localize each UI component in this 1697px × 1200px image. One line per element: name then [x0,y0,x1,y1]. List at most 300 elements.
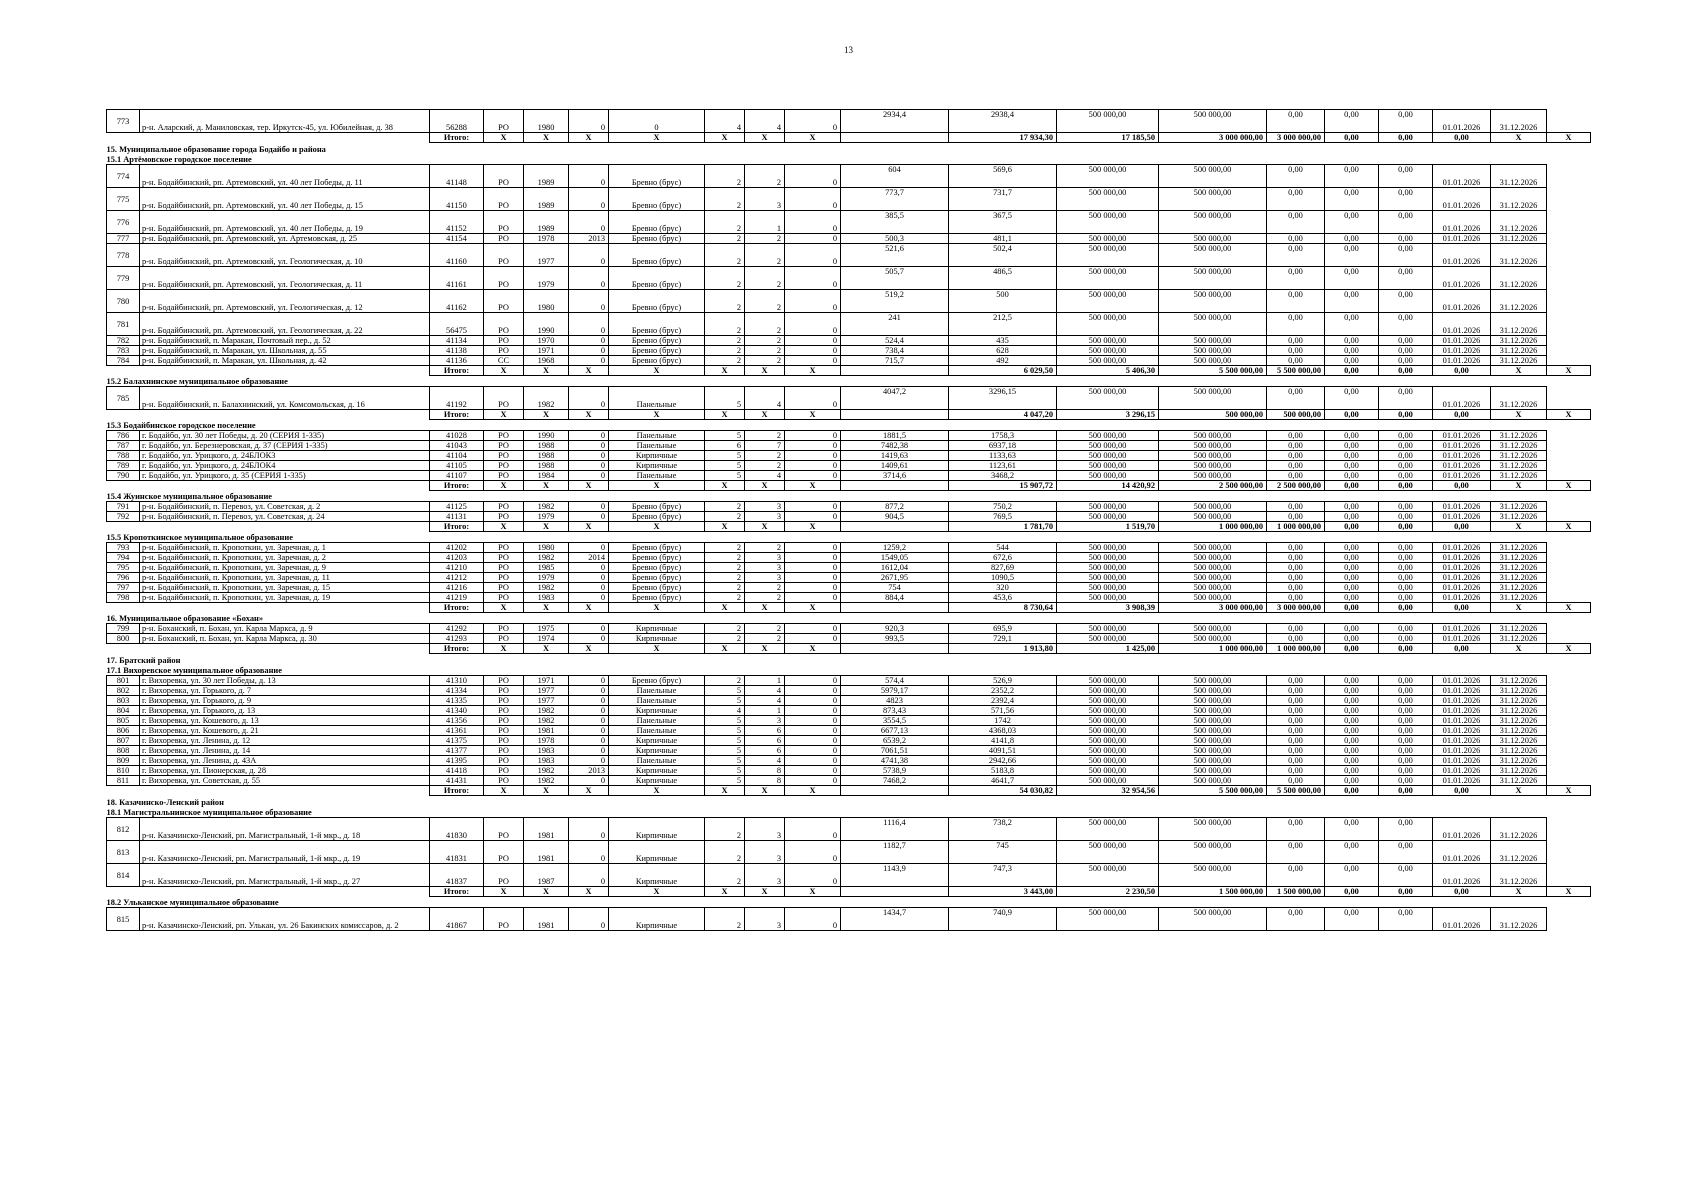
cost-zero-3: 0,00 [1379,841,1433,864]
extra-count: 0 [785,431,841,441]
cost-zero-1: 0,00 [1267,471,1325,481]
cost-regional: 500 000,00 [1159,543,1267,553]
ownership-type: РО [484,563,524,573]
wall-material: Панельные [609,431,705,441]
cost-regional: 500 000,00 [1159,756,1267,766]
total-area-living: 1 425,00 [1057,644,1159,654]
house-code: 41203 [430,553,484,563]
wall-material: Кирпичные [609,706,705,716]
cost-zero-2: 0,00 [1325,776,1379,786]
table-row [107,336,1591,346]
cost-zero-2: 0,00 [1325,736,1379,746]
wall-material: Панельные [609,387,705,410]
cost-regional: 500 000,00 [1159,461,1267,471]
total-x-cell: X [705,481,745,491]
address: р-н. Аларский, д. Маниловская, тер. Иркутск-45, ул. Юбилейная, д. 38 [140,110,430,133]
last-repair-year: 0 [569,573,609,583]
date-end: 31.12.2026 [1491,336,1547,346]
total-x-cell: X [484,887,524,897]
total-cost-total: 5 500 000,00 [1159,366,1267,376]
entrances: 2 [745,234,785,244]
last-repair-year: 0 [569,726,609,736]
last-repair-year: 0 [569,356,609,366]
wall-material: Бревно (брус) [609,583,705,593]
date-end: 31.12.2026 [1491,502,1547,512]
floors: 5 [705,766,745,776]
date-end: 31.12.2026 [1491,165,1547,188]
date-end: 31.12.2026 [1491,244,1547,267]
date-start: 01.01.2026 [1433,313,1491,336]
area-living: 544 [949,543,1057,553]
date-start: 01.01.2026 [1433,267,1491,290]
build-year: 1971 [524,676,569,686]
total-x-cell: X [745,366,785,376]
wall-material: Бревно (брус) [609,502,705,512]
total-cost-total: 1 000 000,00 [1159,522,1267,532]
last-repair-year: 0 [569,165,609,188]
area-living: 571,56 [949,706,1057,716]
area-total: 5738,9 [841,766,949,776]
cost-zero-1: 0,00 [1267,441,1325,451]
cost-zero-1: 0,00 [1267,234,1325,244]
house-code: 41361 [430,726,484,736]
floors: 2 [705,908,745,931]
total-x-date-end: X [1547,887,1591,897]
house-code: 41334 [430,686,484,696]
address: р-н. Казачинско-Ленский, рп. Улькан, ул. 26 Бакинских комиссаров, д. 2 [140,908,430,931]
wall-material: Кирпичные [609,461,705,471]
date-end: 31.12.2026 [1491,512,1547,522]
cost-total: 500 000,00 [1057,716,1159,726]
wall-material: Бревно (брус) [609,563,705,573]
ownership-type: РО [484,593,524,603]
ownership-type: РО [484,634,524,644]
total-x-date-end: X [1547,603,1591,613]
table-row [107,593,1591,603]
total-area-total: 54 030,82 [949,786,1057,796]
floors: 5 [705,736,745,746]
cost-zero-3: 0,00 [1379,818,1433,841]
total-label: Итого: [430,366,484,376]
section-heading: 15.5 Кропоткинское муниципальное образование [106,533,293,542]
address: р-н. Боханский, п. Бохан, ул. Карла Маркса, д. 9 [140,624,430,634]
total-row [107,887,1591,897]
date-start: 01.01.2026 [1433,188,1491,211]
address: р-н. Бодайбинский, рп. Артемовский, ул. Геологическая, д. 10 [140,244,430,267]
extra-count: 0 [785,726,841,736]
cost-zero-2: 0,00 [1325,583,1379,593]
table-row [107,211,1591,234]
area-total: 3554,5 [841,716,949,726]
total-x-cell: X [484,644,524,654]
build-year: 1989 [524,211,569,234]
total-empty-cell [841,603,949,613]
address: р-н. Бодайбинский, п. Кропоткин, ул. Заречная, д. 11 [140,573,430,583]
total-blank-cell [107,786,430,796]
total-zero-3: 0,00 [1433,644,1491,654]
address: р-н. Боханский, п. Бохан, ул. Карла Маркса, д. 30 [140,634,430,644]
date-end: 31.12.2026 [1491,346,1547,356]
floors: 5 [705,387,745,410]
wall-material: Бревно (брус) [609,234,705,244]
total-x-cell: X [569,786,609,796]
cost-total: 500 000,00 [1057,726,1159,736]
extra-count: 0 [785,563,841,573]
cost-total: 500 000,00 [1057,431,1159,441]
area-total: 1143,9 [841,864,949,887]
cost-total: 500 000,00 [1057,908,1159,931]
total-label: Итого: [430,410,484,420]
date-end: 31.12.2026 [1491,471,1547,481]
floors: 4 [705,110,745,133]
last-repair-year: 0 [569,267,609,290]
cost-zero-3: 0,00 [1379,624,1433,634]
total-empty-cell [841,644,949,654]
cost-zero-3: 0,00 [1379,756,1433,766]
house-code: 41418 [430,766,484,776]
table-row [107,676,1591,686]
date-end: 31.12.2026 [1491,736,1547,746]
total-empty-cell [841,786,949,796]
house-code: 41028 [430,431,484,441]
total-x-date-start: X [1491,133,1547,143]
ownership-type: РО [484,471,524,481]
date-start: 01.01.2026 [1433,736,1491,746]
address: р-н. Бодайбинский, п. Кропоткин, ул. Заречная, д. 19 [140,593,430,603]
section-heading: 17. Братский район [106,655,181,665]
row-number: 776 [107,211,140,234]
cost-total: 500 000,00 [1057,756,1159,766]
ownership-type: РО [484,290,524,313]
floors: 2 [705,676,745,686]
address: г. Вихоревка, ул. Горького, д. 9 [140,696,430,706]
entrances: 7 [745,441,785,451]
table-row [107,165,1591,188]
ownership-type: РО [484,676,524,686]
cost-regional: 500 000,00 [1159,563,1267,573]
row-number: 803 [107,696,140,706]
entrances: 1 [745,211,785,234]
cost-zero-2: 0,00 [1325,336,1379,346]
cost-zero-1: 0,00 [1267,267,1325,290]
table-row [107,313,1591,336]
row-number: 785 [107,387,140,410]
ownership-type: РО [484,746,524,756]
table-row [107,563,1591,573]
cost-total: 500 000,00 [1057,736,1159,746]
row-number: 806 [107,726,140,736]
cost-zero-1: 0,00 [1267,313,1325,336]
build-year: 1974 [524,634,569,644]
table-row [107,356,1591,366]
total-blank-cell [107,522,430,532]
ownership-type: РО [484,336,524,346]
cost-zero-2: 0,00 [1325,553,1379,563]
section-heading-row [107,376,1591,387]
build-year: 1982 [524,387,569,410]
last-repair-year: 0 [569,583,609,593]
address: г. Вихоревка, ул. Горького, д. 13 [140,706,430,716]
extra-count: 0 [785,593,841,603]
house-code: 41292 [430,624,484,634]
section-heading: 15.1 Артёмовское городское поселение [106,155,252,164]
total-x-date-start: X [1491,786,1547,796]
total-x-cell: X [745,481,785,491]
area-living: 212,5 [949,313,1057,336]
ownership-type: РО [484,864,524,887]
floors: 2 [705,543,745,553]
last-repair-year: 0 [569,110,609,133]
date-end: 31.12.2026 [1491,563,1547,573]
entrances: 2 [745,244,785,267]
floors: 5 [705,431,745,441]
total-label: Итого: [430,786,484,796]
row-number: 784 [107,356,140,366]
area-total: 1419,63 [841,451,949,461]
build-year: 1982 [524,502,569,512]
area-living: 4641,7 [949,776,1057,786]
cost-zero-2: 0,00 [1325,864,1379,887]
date-start: 01.01.2026 [1433,553,1491,563]
row-number: 809 [107,756,140,766]
total-area-living: 3 908,39 [1057,603,1159,613]
address: р-н. Бодайбинский, п. Балахнинский, ул. Комсомольская, д. 16 [140,387,430,410]
entrances: 3 [745,864,785,887]
address: р-н. Бодайбинский, п. Маракан, ул. Школьная, д. 42 [140,356,430,366]
cost-total: 500 000,00 [1057,841,1159,864]
build-year: 1989 [524,188,569,211]
wall-material: 0 [609,110,705,133]
total-x-date-start: X [1491,481,1547,491]
wall-material: Бревно (брус) [609,573,705,583]
cost-zero-3: 0,00 [1379,726,1433,736]
area-living: 481,1 [949,234,1057,244]
total-x-cell: X [745,644,785,654]
area-total: 3714,6 [841,471,949,481]
last-repair-year: 0 [569,441,609,451]
extra-count: 0 [785,676,841,686]
cost-zero-1: 0,00 [1267,336,1325,346]
cost-zero-2: 0,00 [1325,908,1379,931]
ownership-type: РО [484,696,524,706]
last-repair-year: 0 [569,387,609,410]
extra-count: 0 [785,583,841,593]
total-zero-2: 0,00 [1379,133,1433,143]
last-repair-year: 0 [569,716,609,726]
total-area-living: 5 406,30 [1057,366,1159,376]
housing-register-table [106,109,1591,931]
address: г. Бодайбо, ул. Урицкого, д. 24БЛОК4 [140,461,430,471]
total-zero-1: 0,00 [1325,887,1379,897]
wall-material: Кирпичные [609,818,705,841]
build-year: 1981 [524,726,569,736]
last-repair-year: 2014 [569,553,609,563]
cost-regional: 500 000,00 [1159,726,1267,736]
section-heading: 17.1 Вихоревское муниципальное образование [106,666,282,675]
date-end: 31.12.2026 [1491,387,1547,410]
cost-regional: 500 000,00 [1159,356,1267,366]
ownership-type: РО [484,726,524,736]
section-heading: 18.2 Ульканское муниципальное образование [106,898,279,907]
last-repair-year: 0 [569,676,609,686]
total-zero-3: 0,00 [1433,481,1491,491]
address: р-н. Казачинско-Ленский, рп. Магистральный, 1-й мкр., д. 19 [140,841,430,864]
house-code: 41867 [430,908,484,931]
cost-total: 500 000,00 [1057,676,1159,686]
address: г. Вихоревка, ул. 30 лет Победы, д. 13 [140,676,430,686]
section-heading-row [107,807,1591,818]
cost-total: 500 000,00 [1057,706,1159,716]
build-year: 1978 [524,736,569,746]
last-repair-year: 0 [569,818,609,841]
area-total: 1434,7 [841,908,949,931]
area-living: 731,7 [949,188,1057,211]
date-end: 31.12.2026 [1491,746,1547,756]
cost-zero-2: 0,00 [1325,471,1379,481]
table-row [107,864,1591,887]
address: р-н. Бодайбинский, рп. Артемовский, ул. 40 лет Победы, д. 19 [140,211,430,234]
total-area-living: 14 420,92 [1057,481,1159,491]
total-cost-regional: 1 500 000,00 [1267,887,1325,897]
address: г. Вихоревка, ул. Пионерская, д. 28 [140,766,430,776]
row-number: 795 [107,563,140,573]
cost-zero-3: 0,00 [1379,676,1433,686]
row-number: 777 [107,234,140,244]
cost-zero-1: 0,00 [1267,563,1325,573]
extra-count: 0 [785,776,841,786]
house-code: 41216 [430,583,484,593]
cost-zero-2: 0,00 [1325,726,1379,736]
date-start: 01.01.2026 [1433,512,1491,522]
total-x-cell: X [609,133,705,143]
floors: 5 [705,716,745,726]
house-code: 41138 [430,346,484,356]
total-area-total: 1 913,80 [949,644,1057,654]
extra-count: 0 [785,573,841,583]
total-x-date-end: X [1547,644,1591,654]
extra-count: 0 [785,110,841,133]
total-x-cell: X [524,786,569,796]
cost-zero-1: 0,00 [1267,188,1325,211]
extra-count: 0 [785,387,841,410]
build-year: 1979 [524,267,569,290]
total-area-total: 3 443,00 [949,887,1057,897]
build-year: 1980 [524,543,569,553]
table-row [107,431,1591,441]
floors: 2 [705,624,745,634]
date-end: 31.12.2026 [1491,864,1547,887]
section-heading-row [107,654,1591,665]
build-year: 1980 [524,110,569,133]
floors: 2 [705,234,745,244]
entrances: 2 [745,451,785,461]
ownership-type: РО [484,756,524,766]
total-x-cell: X [484,522,524,532]
table-row [107,267,1591,290]
cost-total: 500 000,00 [1057,573,1159,583]
ownership-type: РО [484,818,524,841]
total-x-cell: X [609,644,705,654]
cost-regional: 500 000,00 [1159,553,1267,563]
extra-count: 0 [785,686,841,696]
wall-material: Панельные [609,696,705,706]
cost-zero-2: 0,00 [1325,346,1379,356]
ownership-type: РО [484,188,524,211]
cost-zero-2: 0,00 [1325,451,1379,461]
area-total: 1549,05 [841,553,949,563]
last-repair-year: 0 [569,244,609,267]
cost-regional: 500 000,00 [1159,676,1267,686]
extra-count: 0 [785,841,841,864]
entrances: 3 [745,908,785,931]
ownership-type: РО [484,461,524,471]
total-blank-cell [107,410,430,420]
total-x-cell: X [745,887,785,897]
area-living: 695,9 [949,624,1057,634]
date-start: 01.01.2026 [1433,696,1491,706]
cost-zero-2: 0,00 [1325,441,1379,451]
wall-material: Бревно (брус) [609,336,705,346]
total-zero-2: 0,00 [1379,481,1433,491]
floors: 2 [705,818,745,841]
cost-total: 500 000,00 [1057,624,1159,634]
total-blank-cell [107,603,430,613]
date-end: 31.12.2026 [1491,841,1547,864]
floors: 5 [705,746,745,756]
last-repair-year: 0 [569,211,609,234]
total-row [107,366,1591,376]
cost-zero-1: 0,00 [1267,290,1325,313]
extra-count: 0 [785,471,841,481]
cost-regional: 500 000,00 [1159,766,1267,776]
cost-regional: 500 000,00 [1159,471,1267,481]
total-cost-total: 3 000 000,00 [1159,603,1267,613]
total-cost-total: 2 500 000,00 [1159,481,1267,491]
build-year: 1983 [524,593,569,603]
address: г. Вихоревка, ул. Кошевого, д. 21 [140,726,430,736]
address: р-н. Бодайбинский, рп. Артемовский, ул. 40 лет Победы, д. 15 [140,188,430,211]
ownership-type: РО [484,346,524,356]
cost-zero-3: 0,00 [1379,346,1433,356]
table-row [107,387,1591,410]
build-year: 1979 [524,512,569,522]
extra-count: 0 [785,756,841,766]
total-x-cell: X [609,887,705,897]
row-number: 787 [107,441,140,451]
build-year: 1971 [524,346,569,356]
cost-zero-3: 0,00 [1379,583,1433,593]
build-year: 1989 [524,165,569,188]
entrances: 1 [745,676,785,686]
area-living: 492 [949,356,1057,366]
house-code: 41340 [430,706,484,716]
date-end: 31.12.2026 [1491,356,1547,366]
area-living: 738,2 [949,818,1057,841]
cost-zero-1: 0,00 [1267,766,1325,776]
row-number: 815 [107,908,140,931]
cost-zero-1: 0,00 [1267,756,1325,766]
area-living: 672,6 [949,553,1057,563]
table-row [107,451,1591,461]
total-x-cell: X [705,887,745,897]
last-repair-year: 0 [569,756,609,766]
cost-zero-1: 0,00 [1267,211,1325,234]
ownership-type: РО [484,512,524,522]
total-label: Итого: [430,887,484,897]
total-x-cell: X [785,644,841,654]
total-x-cell: X [705,522,745,532]
house-code: 41136 [430,356,484,366]
